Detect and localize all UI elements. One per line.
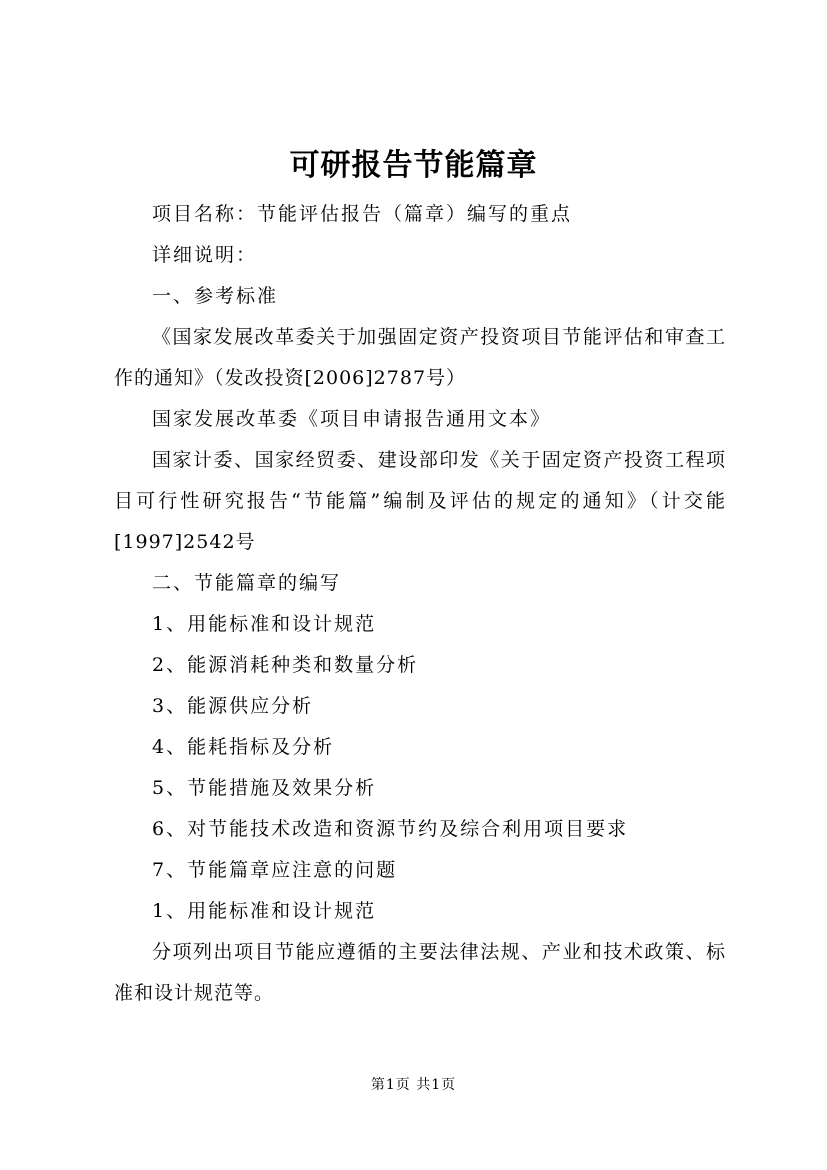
heading-reference-standards: 一、参考标准: [152, 285, 279, 307]
list-item-renovation-requirements: 6、对节能技术改造和资源节约及综合利用项目要求: [152, 818, 629, 840]
paragraph-project-name: 项目名称：节能评估报告（篇章）编写的重点: [152, 203, 573, 225]
list-item-chapter-notes: 7、节能篇章应注意的问题: [152, 859, 398, 881]
paragraph-reference-template: 国家发展改革委《项目申请报告通用文本》: [152, 408, 552, 430]
paragraph-reference-regulation: 国家计委、国家经贸委、建设部印发《关于固定资产投资工程项目可行性研究报告“节能篇”编制及评估的规定的通知》（计交能[1997]2542号: [114, 449, 726, 553]
document-body: [114, 194, 726, 1014]
list-item-saving-measures: 5、节能措施及效果分析: [152, 777, 377, 799]
paragraph-standards-description: 分项列出项目节能应遵循的主要法律法规、产业和技术政策、标准和设计规范等。: [114, 941, 726, 1004]
paragraph-details-label: 详细说明：: [152, 244, 258, 266]
list-item-energy-standards: 1、用能标准和设计规范: [152, 613, 377, 635]
list-item-supply-analysis: 3、能源供应分析: [152, 695, 314, 717]
page-footer: 第1页 共1页: [370, 1077, 457, 1093]
heading-energy-chapter-writing: 二、节能篇章的编写: [152, 572, 342, 594]
list-item-consumption-analysis: 2、能源消耗种类和数量分析: [152, 654, 419, 676]
list-item-consumption-indicators: 4、能耗指标及分析: [152, 736, 335, 758]
subheading-energy-standards: 1、用能标准和设计规范: [152, 900, 377, 922]
paragraph-reference-notice: 《国家发展改革委关于加强固定资产投资项目节能评估和审查工作的通知》（发改投资[2006]2787号）: [114, 326, 726, 389]
document-title: 可研报告节能篇章: [289, 148, 538, 183]
